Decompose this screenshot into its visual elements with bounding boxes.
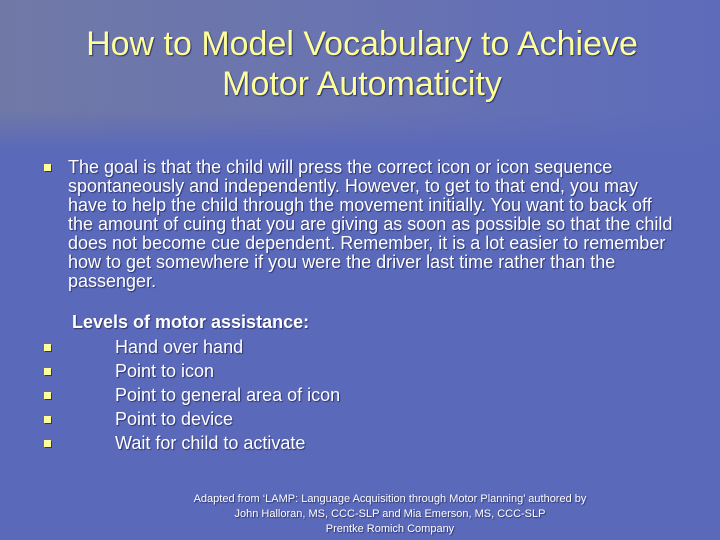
- list-item: [44, 383, 674, 407]
- square-bullet-icon: [44, 416, 51, 423]
- level-text: Point to device: [115, 409, 234, 429]
- levels-heading: Levels of motor assistance:: [72, 312, 310, 332]
- slide-title: [30, 24, 694, 104]
- level-text: Point to general area of icon: [115, 385, 341, 405]
- title-line-2: Motor Automaticity: [222, 65, 502, 103]
- title-line-1: How to Model Vocabulary to Achieve: [86, 25, 638, 63]
- level-text: Hand over hand: [115, 337, 244, 357]
- goal-paragraph: [44, 158, 674, 291]
- level-text: Wait for child to activate: [115, 433, 306, 453]
- list-item: [44, 335, 674, 359]
- footer-line-2: John Halloran, MS, CCC-SLP and Mia Emerson, MS, CCC-SLP: [234, 508, 546, 520]
- footer-line-1: Adapted from ‘LAMP: Language Acquisition through Motor Planning’ authored by: [193, 493, 587, 505]
- attribution-footer: [120, 492, 660, 537]
- level-text: Point to icon: [115, 361, 215, 381]
- square-bullet-icon: [44, 392, 51, 399]
- list-item: [44, 359, 674, 383]
- slide-body: [44, 158, 674, 455]
- square-bullet-icon: [44, 344, 51, 351]
- square-bullet-icon: [44, 440, 51, 447]
- list-item: [44, 407, 674, 431]
- goal-paragraph-text: The goal is that the child will press the correct icon or icon sequence spontaneously and independently. However, to get to that end, you may have to help the child through the movement initially. You want to back off the amount of cuing that you are giving as soon as possible so that the child does not become cue dependent. Remember, it is a lot easier to remember how to get somewhere if you were the driver last time rather than the passenger.: [68, 157, 673, 291]
- levels-list: [44, 335, 674, 455]
- square-bullet-icon: [44, 368, 51, 375]
- square-bullet-icon: [44, 164, 51, 171]
- footer-line-3: Prentke Romich Company: [325, 523, 455, 535]
- list-item: [44, 431, 674, 455]
